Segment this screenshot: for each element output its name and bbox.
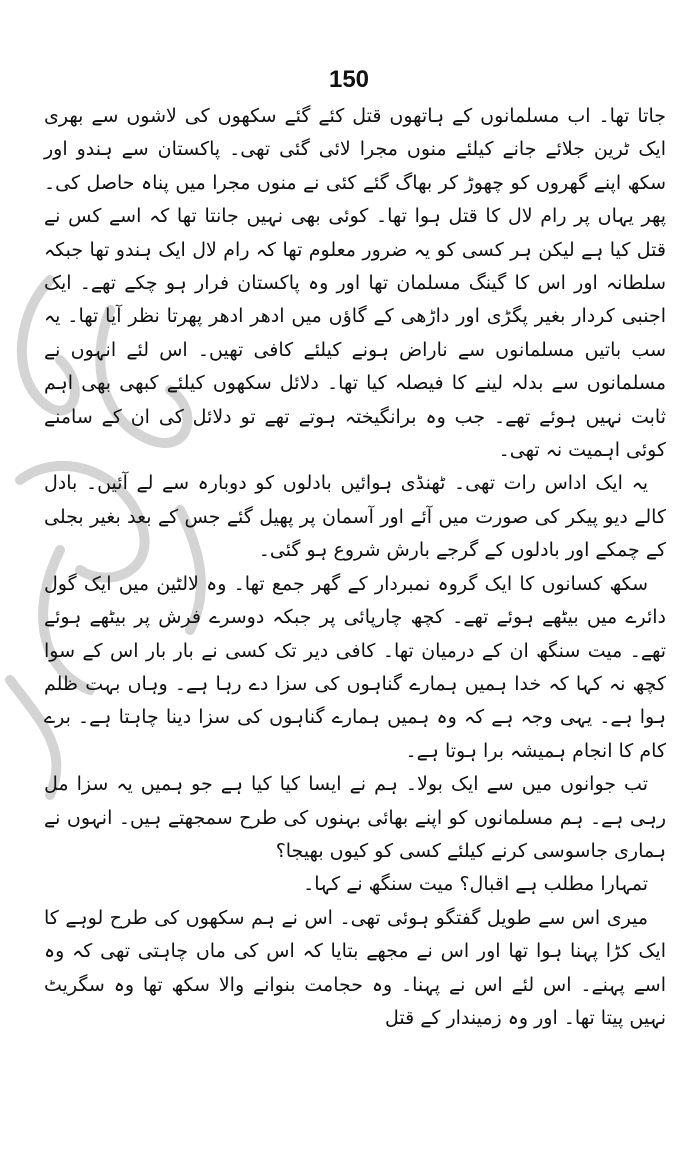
page-number: 150 [328,66,370,93]
paragraph: میری اس سے طویل گفتگو ہوئی تھی۔ اس نے ہم سکھوں کی طرح لوہے کا ایک کڑا پہنا ہوا تھا اور اس نے مجھے بتایا کہ اس کی ماں چاہتی تھی کہ وہ اسے پہنے۔ اس لئے اس نے پہنا۔ وہ حجامت بنوانے والا سکھ تھا وہ سگریٹ نہیں پیتا تھا۔ اور وہ زمیندار کے قتل [44,906,666,1029]
paragraph: تمہارا مطلب ہے اقبال؟ میت سنگھ نے کہا۔ [303,873,648,896]
paragraph: یہ ایک اداس رات تھی۔ ٹھنڈی ہوائیں بادلوں کو دوبارہ سے لے آئیں۔ بادل کالے دیو پیکر کی صورت میں آئے اور آسمان پر پھیل گئے جس کے بعد بغیر بجلی کے چمکے اور بادلوں کے گرجے بارش شروع ہو گئی۔ [44,472,666,562]
paragraph: تب جوانوں میں سے ایک بولا۔ ہم نے ایسا کیا کیا ہے جو ہمیں یہ سزا مل رہی ہے۔ ہم مسلمانوں کو اپنے بھائی بہنوں کی طرح سمجھتے ہیں۔ انہوں نے ہماری جاسوسی کرنے کیلئے کسی کو کیوں بھیجا؟ [44,773,666,862]
paragraph: سکھ کسانوں کا ایک گروہ نمبردار کے گھر جمع تھا۔ وہ لالٹین میں ایک گول دائرے میں بیٹھے ہوئے تھے۔ کچھ چارپائی پر جبکہ دوسرے فرش پر بیٹھے ہوئے تھے۔ میت سنگھ ان کے درمیان تھا۔ کافی دیر تک کسی نے بار بار اس کے سوا کچھ نہ کہا کہ خدا ہمیں ہمارے گناہوں کی سزا دے رہا ہے۔ وہاں بہت ظلم ہوا ہے۔ یہی وجہ ہے کہ وہ ہمیں ہمارے گناہوں کی سزا دینا چاہتا ہے۔ برے کام کا انجام ہمیشہ برا ہوتا ہے۔ [44,572,666,762]
body-text [44,100,666,1035]
paragraph: جاتا تھا۔ اب مسلمانوں کے ہاتھوں قتل کئے گئے سکھوں کی لاشوں سے بھری ایک ٹرین جلائے جانے کیلئے منوں مجرا لائی گئی تھی۔ پاکستان سے ہندو اور سکھ اپنے گھروں کو چھوڑ کر بھاگ گئے کئی نے منوں مجرا میں پناہ حاصل کی۔ پھر یہاں پر رام لال کا قتل ہوا تھا۔ کوئی بھی نہیں جانتا تھا کہ اسے کس نے قتل کیا ہے لیکن ہر کسی کو یہ ضرور معلوم تھا کہ رام لال ایک ہندو تھا جبکہ سلطانہ اور اس کا گینگ مسلمان تھا اور وہ پاکستان فرار ہو چکے تھے۔ ایک اجنبی کردار بغیر پگڑی اور داڑھی کے گاؤں میں ادھر ادھر پھرتا نظر آیا تھا۔ یہ سب باتیں مسلمانوں سے ناراض ہونے کیلئے کافی تھیں۔ اس لئے انہوں نے مسلمانوں سے بدلہ لینے کا فیصلہ کیا تھا۔ دلائل سکھوں کیلئے کبھی بھی اہم ثابت نہیں ہوئے تھے۔ جب وہ برانگیختہ ہوتے تھے تو دلائل کی ان کے سامنے کوئی اہمیت نہ تھی۔ [44,105,666,462]
